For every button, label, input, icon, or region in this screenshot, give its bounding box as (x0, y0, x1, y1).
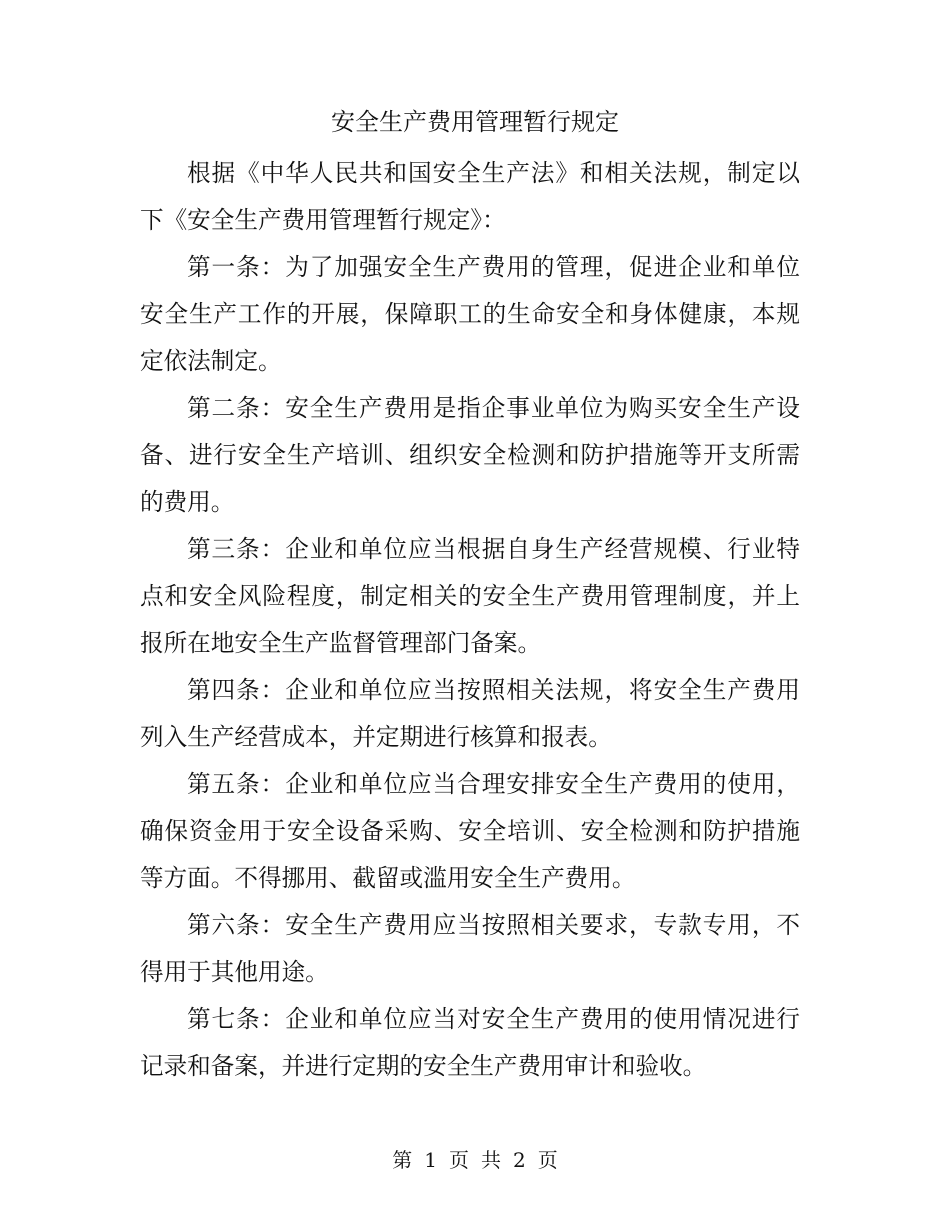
document-title: 安全生产费用管理暂行规定 (331, 108, 619, 136)
footer-total-pages: 2 (513, 1148, 526, 1172)
footer-total-word: 共 (481, 1148, 501, 1172)
footer-page-word: 页 (449, 1148, 469, 1172)
paragraph-article-3: 第三条：企业和单位应当根据自身生产经营规模、行业特点和安全风险程度，制定相关的安全生产费用管理制度，并上报所在地安全生产监督管理部门备案。 (140, 535, 800, 657)
paragraph-article-4: 第四条：企业和单位应当按照相关法规，将安全生产费用列入生产经营成本，并定期进行核算和报表。 (140, 676, 800, 751)
footer-current-page: 1 (424, 1148, 437, 1172)
paragraph-intro: 根据《中华人民共和国安全生产法》和相关法规，制定以下《安全生产费用管理暂行规定》： (140, 159, 800, 234)
footer-prefix: 第 (392, 1148, 413, 1172)
paragraph-article-7: 第七条：企业和单位应当对安全生产费用的使用情况进行记录和备案，并进行定期的安全生产费用审计和验收。 (140, 1005, 800, 1080)
paragraph-article-5: 第五条：企业和单位应当合理安排安全生产费用的使用，确保资金用于安全设备采购、安全培训、安全检测和防护措施等方面。不得挪用、截留或滥用安全生产费用。 (140, 770, 800, 892)
document-body (140, 150, 800, 1090)
paragraph-article-1: 第一条：为了加强安全生产费用的管理，促进企业和单位安全生产工作的开展，保障职工的生命安全和身体健康，本规定依法制定。 (140, 253, 800, 375)
footer-suffix: 页 (537, 1148, 558, 1172)
paragraph-article-2: 第二条：安全生产费用是指企事业单位为购买安全生产设备、进行安全生产培训、组织安全检测和防护措施等开支所需的费用。 (140, 394, 800, 516)
paragraph-article-6: 第六条：安全生产费用应当按照相关要求，专款专用，不得用于其他用途。 (140, 911, 800, 986)
page-footer (0, 1146, 950, 1174)
